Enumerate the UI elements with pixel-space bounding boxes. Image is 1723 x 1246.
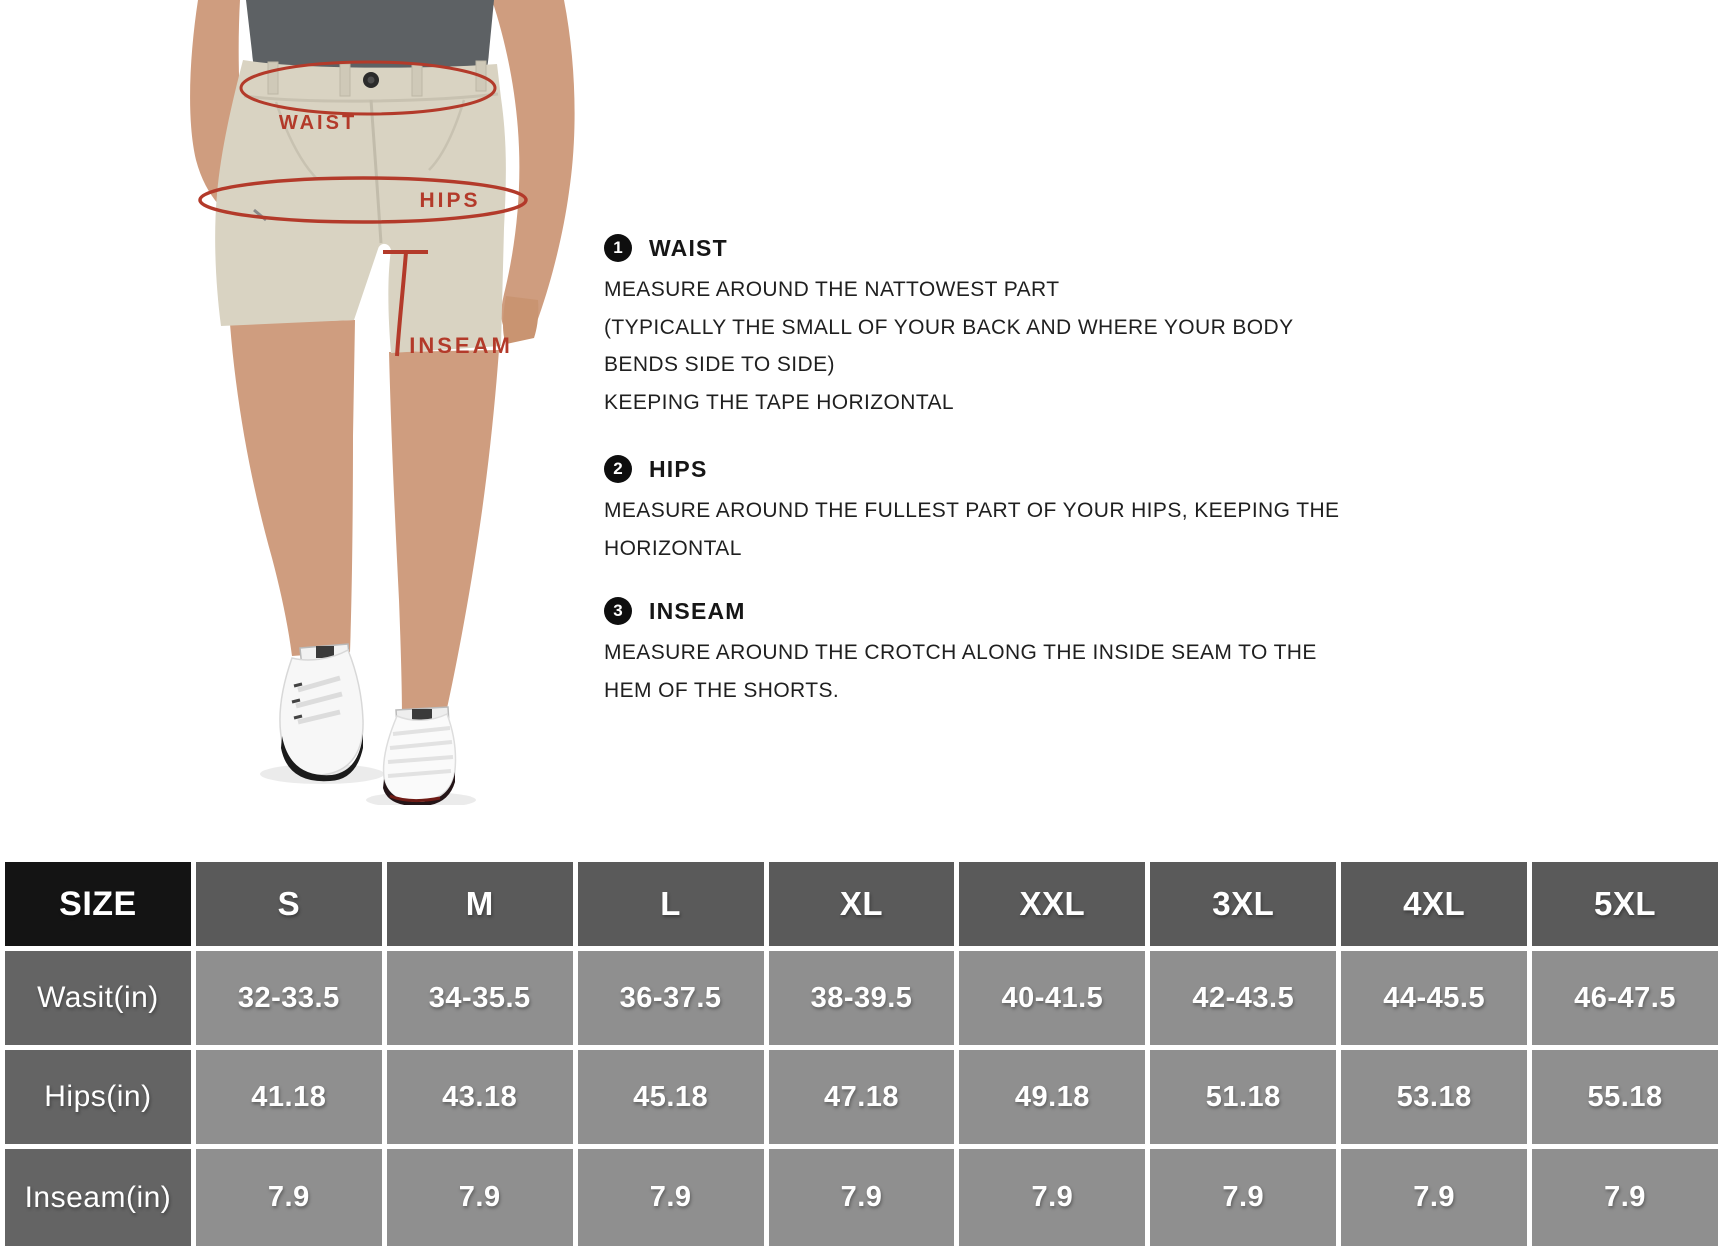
model-illustration — [140, 0, 585, 805]
size-header-xxl: XXL — [959, 862, 1145, 946]
hips-annotation-label: HIPS — [419, 189, 481, 212]
inseam-value: 7.9 — [578, 1149, 764, 1246]
hips-value: 51.18 — [1150, 1050, 1336, 1144]
instruction-hips — [604, 455, 1339, 567]
waist-annotation-label: WAIST — [278, 112, 358, 134]
right-leg — [389, 350, 499, 716]
row-label-waist: Wasit(in) — [5, 951, 191, 1045]
size-header-s: S — [196, 862, 382, 946]
bullet-3-icon: 3 — [604, 597, 632, 625]
row-label-inseam: Inseam(in) — [5, 1149, 191, 1246]
instruction-title-waist: WAIST — [649, 234, 728, 261]
size-chart-table — [0, 856, 1723, 1246]
row-label-hips: Hips(in) — [5, 1050, 191, 1144]
waist-value: 34-35.5 — [387, 951, 573, 1045]
inseam-value: 7.9 — [387, 1149, 573, 1246]
waist-value: 38-39.5 — [769, 951, 955, 1045]
size-header-3xl: 3XL — [1150, 862, 1336, 946]
waist-value: 46-47.5 — [1532, 951, 1718, 1045]
product-photo — [140, 0, 585, 805]
measuring-instructions — [604, 0, 1404, 856]
inseam-value: 7.9 — [959, 1149, 1145, 1246]
hips-value: 41.18 — [196, 1050, 382, 1144]
size-header-5xl: 5XL — [1532, 862, 1718, 946]
waist-value: 40-41.5 — [959, 951, 1145, 1045]
instruction-text-line: MEASURE AROUND THE FULLEST PART OF YOUR HIPS, KEEPING THE — [604, 499, 1340, 522]
instruction-text-line: HEM OF THE SHORTS. — [604, 678, 840, 702]
hips-value: 53.18 — [1341, 1050, 1527, 1144]
bullet-2-icon: 2 — [604, 455, 632, 483]
hips-value: 55.18 — [1532, 1050, 1718, 1144]
bullet-1-icon: 1 — [604, 234, 632, 262]
instruction-inseam — [604, 597, 1317, 709]
waist-value: 36-37.5 — [578, 951, 764, 1045]
waist-value: 44-45.5 — [1341, 951, 1527, 1045]
inseam-value: 7.9 — [1150, 1149, 1336, 1246]
size-header-4xl: 4XL — [1341, 862, 1527, 946]
hips-value: 43.18 — [387, 1050, 573, 1144]
instruction-text-line: BENDS SIDE TO SIDE) — [604, 353, 835, 376]
hips-value: 45.18 — [578, 1050, 764, 1144]
size-table-corner-header: SIZE — [5, 862, 191, 946]
instruction-text-line: KEEPING THE TAPE HORIZONTAL — [604, 390, 954, 414]
inseam-value: 7.9 — [196, 1149, 382, 1246]
inseam-annotation-label: INSEAM — [409, 333, 513, 358]
inseam-value: 7.9 — [769, 1149, 955, 1246]
inseam-value: 7.9 — [1532, 1149, 1718, 1246]
instruction-text-line: MEASURE AROUND THE NATTOWEST PART — [604, 278, 1060, 301]
waist-value: 32-33.5 — [196, 951, 382, 1045]
hips-value: 47.18 — [769, 1050, 955, 1144]
instruction-text-line: (TYPICALLY THE SMALL OF YOUR BACK AND WHERE YOUR BODY — [604, 315, 1294, 339]
instruction-text-line: MEASURE AROUND THE CROTCH ALONG THE INSIDE SEAM TO THE — [604, 641, 1317, 664]
instruction-title-inseam: INSEAM — [649, 597, 746, 624]
hips-value: 49.18 — [959, 1050, 1145, 1144]
waist-value: 42-43.5 — [1150, 951, 1336, 1045]
instruction-title-hips: HIPS — [649, 455, 708, 482]
size-header-xl: XL — [769, 862, 955, 946]
left-leg — [230, 320, 355, 656]
left-shoe — [280, 644, 363, 781]
instruction-waist — [604, 234, 1293, 421]
size-header-l: L — [578, 862, 764, 946]
instruction-text-line: HORIZONTAL — [604, 536, 742, 560]
inseam-value: 7.9 — [1341, 1149, 1527, 1246]
right-shoe — [383, 707, 456, 805]
size-header-m: M — [387, 862, 573, 946]
